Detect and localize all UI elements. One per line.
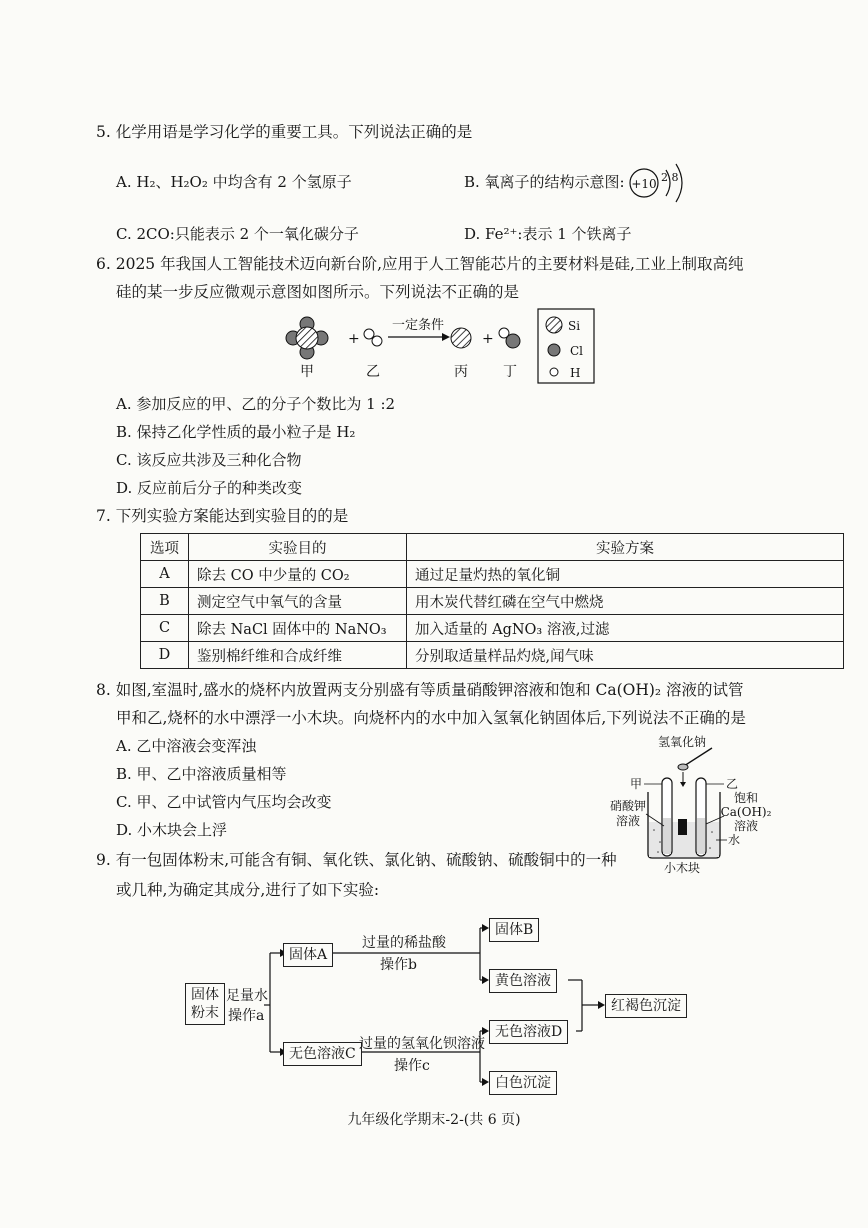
table-cell: D [141, 642, 189, 669]
legend-cl: Cl [570, 344, 584, 358]
label-jia: 甲 [629, 777, 642, 791]
q5-option-b: B. 氧离子的结构示意图: [464, 173, 625, 191]
label-naoh: 氢氧化钠 [657, 735, 707, 749]
label-excess-hcl: 过量的稀盐酸 [362, 935, 446, 951]
molecule-bing [451, 328, 471, 348]
molecule-jia [286, 317, 328, 359]
q6-stem-line2: 硅的某一步反应微观示意图如图所示。下列说法不正确的是 [116, 283, 520, 301]
label-kno3-1: 硝酸钾 [609, 799, 647, 813]
label-saturated-1: 饱和 [733, 791, 759, 805]
q6-option-d: D. 反应前后分子的种类改变 [116, 479, 303, 497]
q8-stem-line1: 8. 如图,室温时,盛水的烧杯内放置两支分别盛有等质量硝酸钾溶液和饱和 Ca(OH)₂ 溶液的试管 [96, 681, 744, 699]
q9-stem-line1: 9. 有一包固体粉末,可能含有铜、氧化铁、氯化钠、硫酸钠、硫酸铜中的一种 [96, 851, 617, 869]
label-operation-b: 操作b [380, 957, 417, 973]
table-row [141, 561, 844, 588]
label-saturated-3: 溶液 [733, 819, 759, 833]
table-cell: 加入适量的 AgNO₃ 溶液,过滤 [407, 615, 844, 642]
table-cell: 除去 CO 中少量的 CO₂ [189, 561, 407, 588]
table-row [141, 642, 844, 669]
q6-option-c: C. 该反应共涉及三种化合物 [116, 451, 302, 469]
label-water: 水 [728, 833, 741, 847]
q5-option-c: C. 2CO:只能表示 2 个一氧化碳分子 [116, 225, 359, 243]
page-footer: 九年级化学期末-2-(共 6 页) [347, 1112, 521, 1128]
label-saturated-2: Ca(OH)₂ [720, 805, 772, 819]
experiment-table [140, 533, 844, 669]
powder-line2: 粉末 [191, 1005, 219, 1021]
table-row [141, 615, 844, 642]
molecule-ding [499, 328, 520, 348]
q5-stem: 5. 化学用语是学习化学的重要工具。下列说法正确的是 [96, 123, 473, 141]
powder-line1: 固体 [191, 987, 219, 1003]
label-yi: 乙 [726, 777, 739, 791]
header-plan: 实验方案 [407, 534, 844, 561]
q6-option-b: B. 保持乙化学性质的最小粒子是 H₂ [116, 423, 356, 441]
q5-option-a: A. H₂、H₂O₂ 中均含有 2 个氢原子 [116, 173, 352, 191]
label-jia: 甲 [300, 364, 314, 380]
label-operation-c: 操作c [394, 1058, 430, 1074]
box-colorless-solution-d: 无色溶液D [489, 1020, 568, 1044]
label-kno3-2: 溶液 [615, 814, 641, 828]
q5-option-d: D. Fe²⁺:表示 1 个铁离子 [464, 225, 632, 243]
table-cell: C [141, 615, 189, 642]
q8-option-b: B. 甲、乙中溶液质量相等 [116, 765, 287, 783]
nucleus-label: +10 [631, 177, 657, 191]
molecule-yi [364, 329, 382, 346]
label-ding: 丁 [503, 364, 517, 380]
label-yi: 乙 [366, 364, 380, 380]
q8-option-d: D. 小木块会上浮 [116, 821, 228, 839]
table-row [141, 588, 844, 615]
legend-h: H [570, 366, 581, 380]
label-excess-baoh2: 过量的氢氧化钡溶液 [359, 1036, 485, 1052]
table-cell: 测定空气中氧气的含量 [189, 588, 407, 615]
label-bing: 丙 [454, 364, 468, 380]
q9-stem-line2: 或几种,为确定其成分,进行了如下实验: [116, 881, 380, 899]
table-cell: 用木炭代替红磷在空气中燃烧 [407, 588, 844, 615]
label-wood: 小木块 [663, 861, 701, 874]
atom-legend [538, 309, 594, 383]
reaction-micro-diagram [270, 306, 610, 386]
legend-si: Si [568, 319, 581, 333]
plus-2: + [482, 331, 494, 347]
box-solid-powder [185, 983, 225, 1025]
box-red-brown-precipitate: 红褐色沉淀 [605, 994, 687, 1018]
reaction-condition: 一定条件 [391, 318, 445, 333]
plus-1: + [348, 331, 360, 347]
q8-stem-line2: 甲和乙,烧杯的水中漂浮一小木块。向烧杯内的水中加入氢氧化钠固体后,下列说法不正确的是 [116, 709, 746, 727]
header-purpose: 实验目的 [189, 534, 407, 561]
q6-stem-line1: 6. 2025 年我国人工智能技术迈向新台阶,应用于人工智能芯片的主要材料是硅,工业上制取高纯 [96, 255, 744, 273]
wood-block [678, 819, 687, 835]
table-cell: 通过足量灼热的氧化铜 [407, 561, 844, 588]
box-colorless-solution-c: 无色溶液C [283, 1042, 362, 1066]
q7-stem: 7. 下列实验方案能达到实验目的的是 [96, 507, 349, 525]
table-cell: A [141, 561, 189, 588]
oxygen-ion-structure-diagram [622, 160, 692, 206]
table-cell: 分别取适量样品灼烧,闻气味 [407, 642, 844, 669]
beaker-test-tube-diagram [600, 730, 772, 874]
shell-electrons: 2 8 [661, 171, 679, 184]
q8-option-a: A. 乙中溶液会变浑浊 [116, 737, 257, 755]
table-header-row [141, 534, 844, 561]
table-cell: 除去 NaCl 固体中的 NaNO₃ [189, 615, 407, 642]
q8-option-c: C. 甲、乙中试管内气压均会改变 [116, 793, 332, 811]
label-operation-a: 操作a [228, 1008, 265, 1024]
box-solid-a: 固体A [283, 943, 333, 967]
spoon-icon [684, 748, 712, 766]
label-enough-water: 足量水 [226, 988, 268, 1004]
q6-option-a: A. 参加反应的甲、乙的分子个数比为 1 :2 [116, 395, 396, 413]
box-yellow-solution: 黄色溶液 [489, 969, 557, 993]
box-solid-b: 固体B [489, 918, 539, 942]
table-cell: 鉴别棉纤维和合成纤维 [189, 642, 407, 669]
table-cell: B [141, 588, 189, 615]
header-option: 选项 [141, 534, 189, 561]
box-white-precipitate: 白色沉淀 [489, 1071, 557, 1095]
